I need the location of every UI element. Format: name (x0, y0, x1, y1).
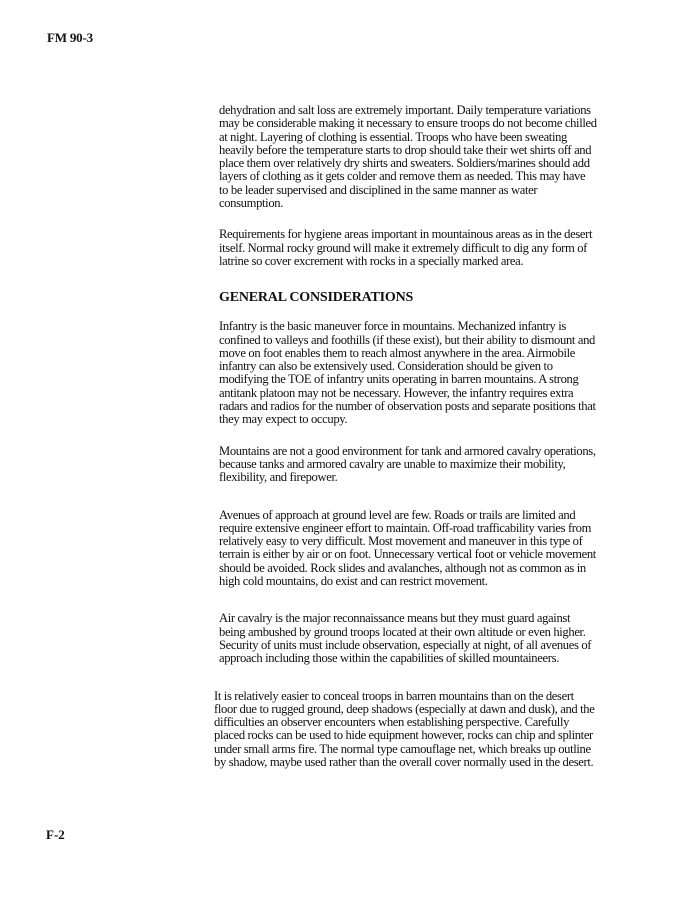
document-id-header: FM 90-3 (47, 30, 93, 45)
paragraph-infantry: Infantry is the basic maneuver force in mountains. Mechanized infantry is confined to valleys and foothills (if these exist), but their ability to dismount and move on foot enables them to reach almost anywhere in the area. Airmobile infantry can also be extensively used. Consideration should be given to modifying the TOE of infantry units operating in barren mountains. A strong antitank platoon may not be necessary. However, the infantry requires extra radars and radios for the number of observation posts and separate positions that they may expect to occupy. (219, 319, 596, 427)
paragraph-air-cavalry: Air cavalry is the major reconnaissance means but they must guard against being ambushed by ground troops located at their own altitude or even higher. Security of units must include observation, especially at night, of all avenues of approach including those within the capabilities of skilled mountaineers. (219, 611, 592, 666)
paragraph-dehydration: dehydration and salt loss are extremely important. Daily temperature variations may be considerable making it necessary to ensure troops do not become chilled at night. Layering of clothing is essential. Troops who have been sweating heavily before the temperature starts to drop should take their wet shirts off and place them over relatively dry shirts and sweaters. Soldiers/marines should add layers of clothing as it gets colder and remove them as needed. This may have to be leader supervised and disciplined in the same manner as water consumption. (219, 103, 597, 211)
paragraph-hygiene: Requirements for hygiene areas important in mountainous areas as in the desert itself. Normal rocky ground will make it extremely difficult to dig any form of latrine so cover excrement with rocks in a specially marked area. (219, 227, 593, 268)
paragraph-armor: Mountains are not a good environment for tank and armored cavalry operations, because tanks and armored cavalry are unable to maximize their mobility, flexibility, and firepower. (219, 443, 596, 485)
paragraph-avenues-of-approach: Avenues of approach at ground level are few. Roads or trails are limited and require extensive engineer effort to maintain. Off-road trafficability varies from relatively easy to very difficult. Most movement and maneuver in this type of terrain is either by air or on foot. Unnecessary vertical foot or vehicle movement should be avoided. Rock slides and avalanches, although not as common as in high cold mountains, do exist and can restrict movement. (219, 507, 596, 589)
section-heading-general-considerations: GENERAL CONSIDERATIONS (219, 290, 414, 306)
page-body (214, 103, 597, 769)
page-number: F-2 (46, 827, 65, 842)
paragraph-concealment: It is relatively easier to conceal troops in barren mountains than on the desert floor due to rugged ground, deep shadows (especially at dawn and dusk), and the difficulties an observer encounters when establishing perspective. Carefully placed rocks can be used to hide equipment however, rocks can chip and splinter under small arms fire. The normal type camouflage net, which breaks up outline by shadow, maybe used rather than the overall cover normally used in the desert. (214, 688, 595, 769)
